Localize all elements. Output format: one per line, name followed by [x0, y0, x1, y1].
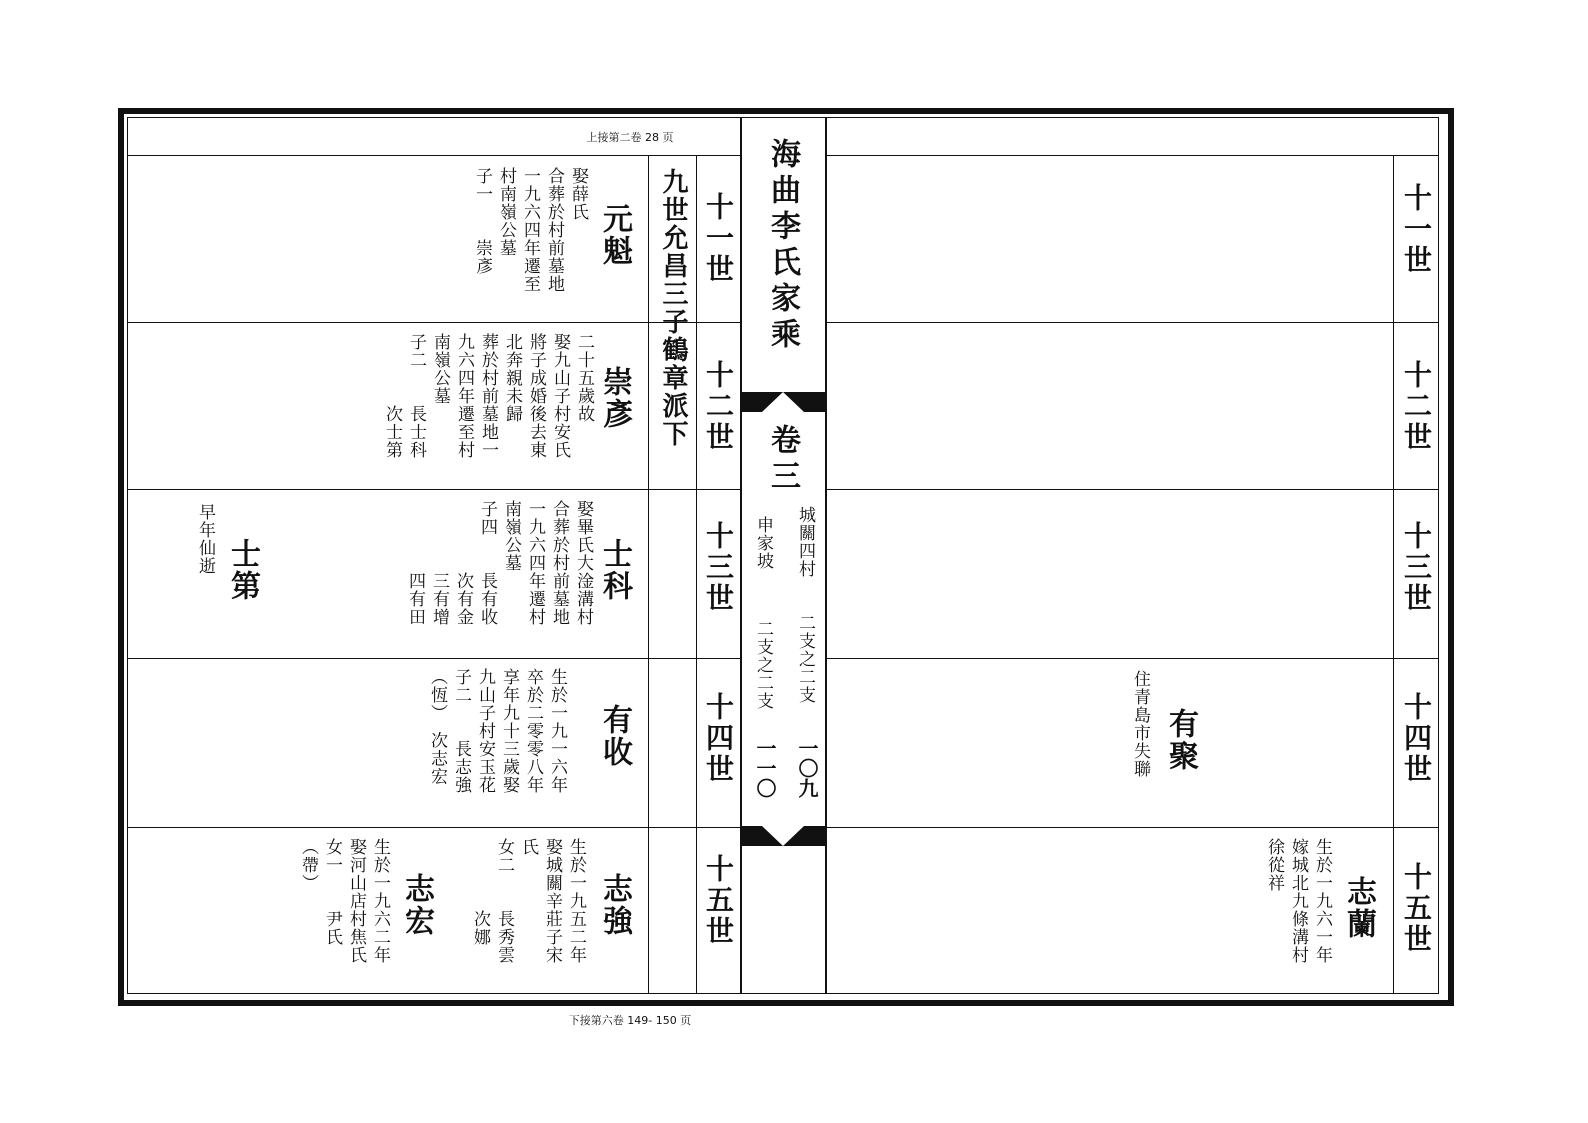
right-page-place: 申家坡	[753, 516, 773, 570]
generation-label: 十三世	[702, 521, 735, 614]
person-name: 志蘭	[1341, 876, 1376, 940]
record-line: 子四 長有收	[477, 500, 497, 626]
record-line: 早年仙逝	[195, 503, 215, 575]
row-divider	[826, 658, 1439, 659]
record-line: 徐從祥	[1264, 838, 1284, 892]
record-line: 氏	[518, 838, 538, 856]
generation-column-divider	[1393, 155, 1394, 994]
record-line: 娶薛氏	[568, 167, 588, 221]
person-record	[470, 167, 590, 293]
record-line: 娶九山子村安氏	[550, 333, 570, 459]
person-record	[1262, 838, 1334, 964]
book-title: 海曲李氏家乘	[765, 138, 800, 354]
record-line: 住青島市失聯	[1130, 670, 1150, 778]
person-record	[468, 838, 588, 964]
record-line: 享年九十三歲娶	[499, 668, 519, 794]
record-line: （恆） 次志宏	[427, 668, 447, 786]
generation-label: 十三世	[1400, 521, 1433, 614]
record-line: 娶河山店村焦氏	[346, 838, 366, 964]
person-record	[296, 838, 392, 964]
record-line: 合葬於村前墓地	[549, 500, 569, 626]
record-line: 娶畢氏大淦溝村	[573, 500, 593, 626]
person-name: 士科	[597, 538, 632, 602]
record-line: 生於一九一六年	[547, 668, 567, 794]
generation-label: 十四世	[702, 692, 735, 785]
spine-right-edge	[825, 117, 827, 994]
branch-column-divider	[648, 155, 649, 994]
person-name: 有收	[597, 704, 632, 768]
row-divider	[826, 827, 1439, 828]
record-line: 二十五歲故	[574, 333, 594, 423]
record-line: 合葬於村前墓地	[544, 167, 564, 293]
left-page-number: 一〇九	[795, 738, 819, 798]
generation-column-divider	[696, 155, 697, 994]
record-line: 子二 長士科	[406, 333, 426, 459]
record-line: 子二 長志強	[451, 668, 471, 794]
record-line: 女二 長秀雲	[494, 838, 514, 964]
left-page-branch: 二支之二支	[795, 614, 815, 704]
record-line: 次娜	[470, 838, 490, 946]
volume-label: 卷三	[765, 424, 800, 496]
generation-label: 十二世	[1400, 360, 1433, 453]
row-divider	[826, 155, 1439, 156]
record-line: 四有田	[405, 500, 425, 626]
person-record	[193, 503, 217, 575]
record-line: 卒於二零零八年	[523, 668, 543, 794]
record-line: 子一 崇彥	[472, 167, 492, 275]
generation-label: 十四世	[1400, 692, 1433, 785]
generation-label: 十一世	[702, 192, 735, 285]
record-line: 生於一九六一年	[1312, 838, 1332, 964]
record-line: 九六四年遷至村	[454, 333, 474, 459]
record-line: 一九六四年遷至	[520, 167, 540, 293]
row-divider	[826, 489, 1439, 490]
right-page-number: 一一〇	[753, 738, 777, 798]
record-line: 將子成婚後去東	[526, 333, 546, 459]
person-name: 元魁	[597, 203, 632, 267]
record-line: 一九六四年遷村	[525, 500, 545, 626]
person-name: 士第	[225, 538, 260, 602]
record-line: 葬於村前墓地一	[478, 333, 498, 459]
record-line: 次有金	[453, 500, 473, 626]
generation-label: 十五世	[702, 854, 735, 947]
person-name: 崇彥	[597, 366, 632, 430]
generation-label: 十五世	[1400, 862, 1433, 955]
person-name: 志宏	[399, 873, 434, 937]
person-record	[403, 500, 595, 626]
person-record	[380, 333, 596, 459]
row-divider	[826, 322, 1439, 323]
record-line: 村南嶺公墓	[496, 167, 516, 257]
record-line: （帶）	[298, 838, 318, 892]
generation-label: 十一世	[1400, 183, 1433, 276]
record-line: 三有增	[429, 500, 449, 626]
person-name: 志強	[597, 873, 632, 937]
spine-left-edge	[740, 117, 742, 994]
record-line: 北奔親未歸	[502, 333, 522, 423]
person-record	[1128, 670, 1152, 778]
record-line: 南嶺公墓	[501, 500, 521, 572]
branch-title: 九世允昌三子鶴章派下	[658, 168, 688, 448]
right-page-branch: 二支之二支	[753, 620, 773, 710]
person-record	[425, 668, 569, 794]
caption-continued-to: 下接第六卷 149- 150 页	[568, 1014, 692, 1027]
record-line: 南嶺公墓	[430, 333, 450, 405]
record-line: 次士第	[382, 333, 402, 459]
caption-continued-from: 上接第二卷 28 页	[586, 131, 674, 144]
person-name: 有聚	[1163, 708, 1198, 772]
record-line: 生於一九六二年	[370, 838, 390, 964]
record-line: 娶城關辛莊子宋	[542, 838, 562, 964]
left-page-place: 城關四村	[795, 506, 815, 578]
record-line: 九山子村安玉花	[475, 668, 495, 794]
record-line: 生於一九五二年	[566, 838, 586, 964]
generation-label: 十二世	[702, 360, 735, 453]
record-line: 女一 尹氏	[322, 838, 342, 946]
record-line: 嫁城北九條溝村	[1288, 838, 1308, 964]
